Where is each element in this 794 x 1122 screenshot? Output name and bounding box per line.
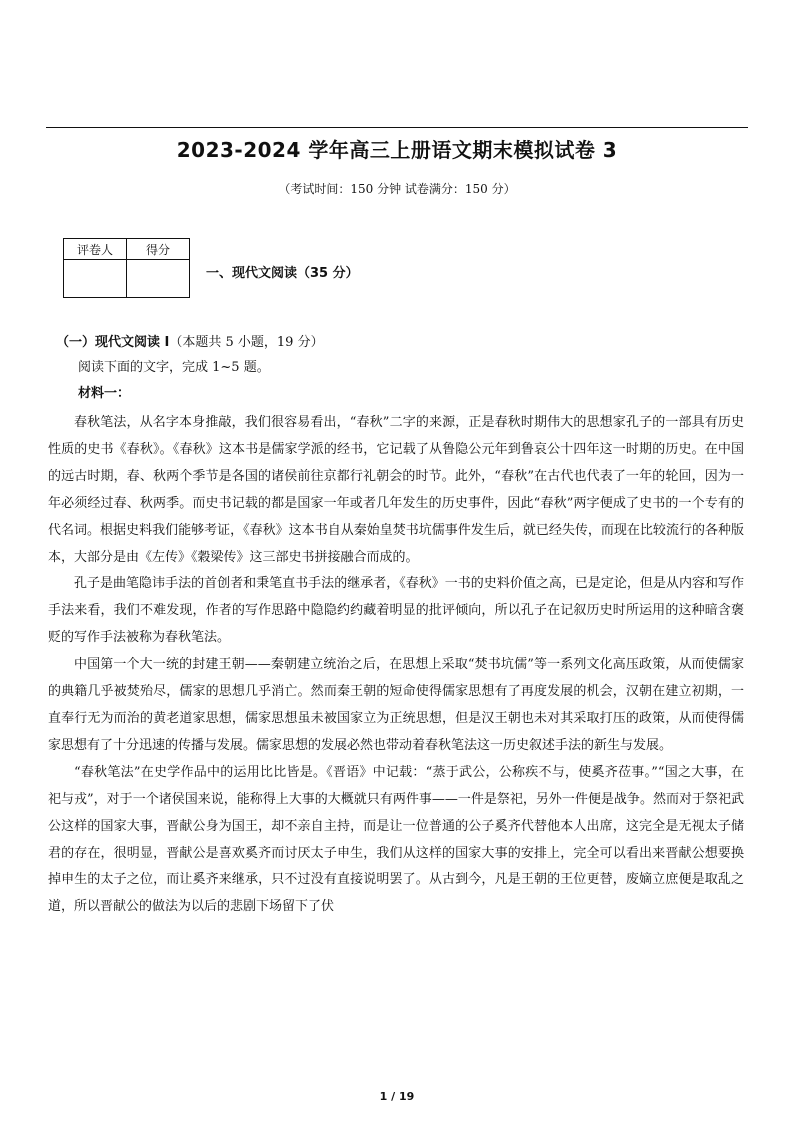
score-table-grader-cell [64,260,127,298]
passage-paragraph: “春秋笔法”在史学作品中的运用比比皆是。《晋语》中记载：“蒸于武公，公称疾不与，使奚齐莅事。”“国之大事，在祀与戎”，对于一个诸侯国来说，能称得上大事的大概就只有两件事——一件是祭祀，另外一件便是战争。然而对于祭祀武公这样的国家大事，晋献公身为国王，却不亲自主持，而是让一位普通的公子奚齐代替他本人出席，这完全是无视太子储君的存在，很明显，晋献公是喜欢奚齐而讨厌太子申生，我们从这样的国家大事的安排上，完全可以看出来晋献公想要换掉申生的太子之位，而让奚齐来继承，只不过没有直接说明罢了。从古到今，凡是王朝的王位更替，废嫡立庶便是取乱之道，所以晋献公的做法为以后的悲剧下场留下了伏 [48,764,744,915]
page-number: 1 / 19 [379,1090,415,1103]
material-label: 材料一： [78,386,131,401]
header-rule [46,127,748,128]
passage-paragraph: 孔子是曲笔隐讳手法的首创者和秉笔直书手法的继承者，《春秋》一书的史料价值之高，已是定论，但是从内容和写作手法来看，我们不难发现，作者的写作思路中隐隐约约藏着明显的批评倾向，所以孔子在记叙历史时所运用的这种暗含褒贬的写作手法被称为春秋笔法。 [48,576,744,646]
score-table-score-header: 得分 [127,239,190,260]
part-heading [56,331,324,350]
score-table [63,238,190,298]
part-note: （本题共 5 小题，19 分） [169,335,324,350]
reading-instruction: 阅读下面的文字，完成 1~5 题。 [78,360,270,375]
score-table-grader-header: 评卷人 [64,239,127,260]
passage-paragraph: 春秋笔法，从名字本身推敲，我们很容易看出，“春秋”二字的来源，正是春秋时期伟大的思想家孔子的一部具有历史性质的史书《春秋》。《春秋》这本书是儒家学派的经书，它记载了从鲁隐公元年到鲁哀公十四年这一时期的历史。在中国的远古时期，春、秋两个季节是各国的诸侯前往京都行礼朝会的时节。此外，“春秋”在古代也代表了一年的轮回，因为一年必须经过春、秋两季。而史书记载的都是国家一年或者几年发生的历史事件，因此“春秋”两字便成了史书的一个专有的代名词。根据史料我们能够考证，《春秋》这本书自从秦始皇焚书坑儒事件发生后，就已经失传，而现在比较流行的各种版本，大部分是由《左传》《穀梁传》这三部史书拼接融合而成的。 [48,415,744,565]
exam-title: 2023-2024 学年高三上册语文期末模拟试卷 3 [176,138,618,162]
section-heading: 一、现代文阅读（35 分） [206,266,359,281]
passage-body [48,410,744,921]
part-title: （一）现代文阅读 I [56,335,170,350]
exam-subtitle: （考试时间：150 分钟 试卷满分：150 分） [278,182,516,196]
passage-paragraph: 中国第一个大一统的封建王朝——秦朝建立统治之后，在思想上采取“焚书坑儒”等一系列文化高压政策，从而使儒家的典籍几乎被焚殆尽，儒家的思想几乎消亡。然而秦王朝的短命使得儒家思想有了再度发展的机会，汉朝在建立初期，一直奉行无为而治的黄老道家思想，儒家思想虽未被国家立为正统思想，但是汉王朝也未对其采取打压的政策，从而使得儒家思想有了十分迅速的传播与发展。儒家思想的发展必然也带动着春秋笔法这一历史叙述手法的新生与发展。 [48,657,744,753]
score-table-score-cell [127,260,190,298]
